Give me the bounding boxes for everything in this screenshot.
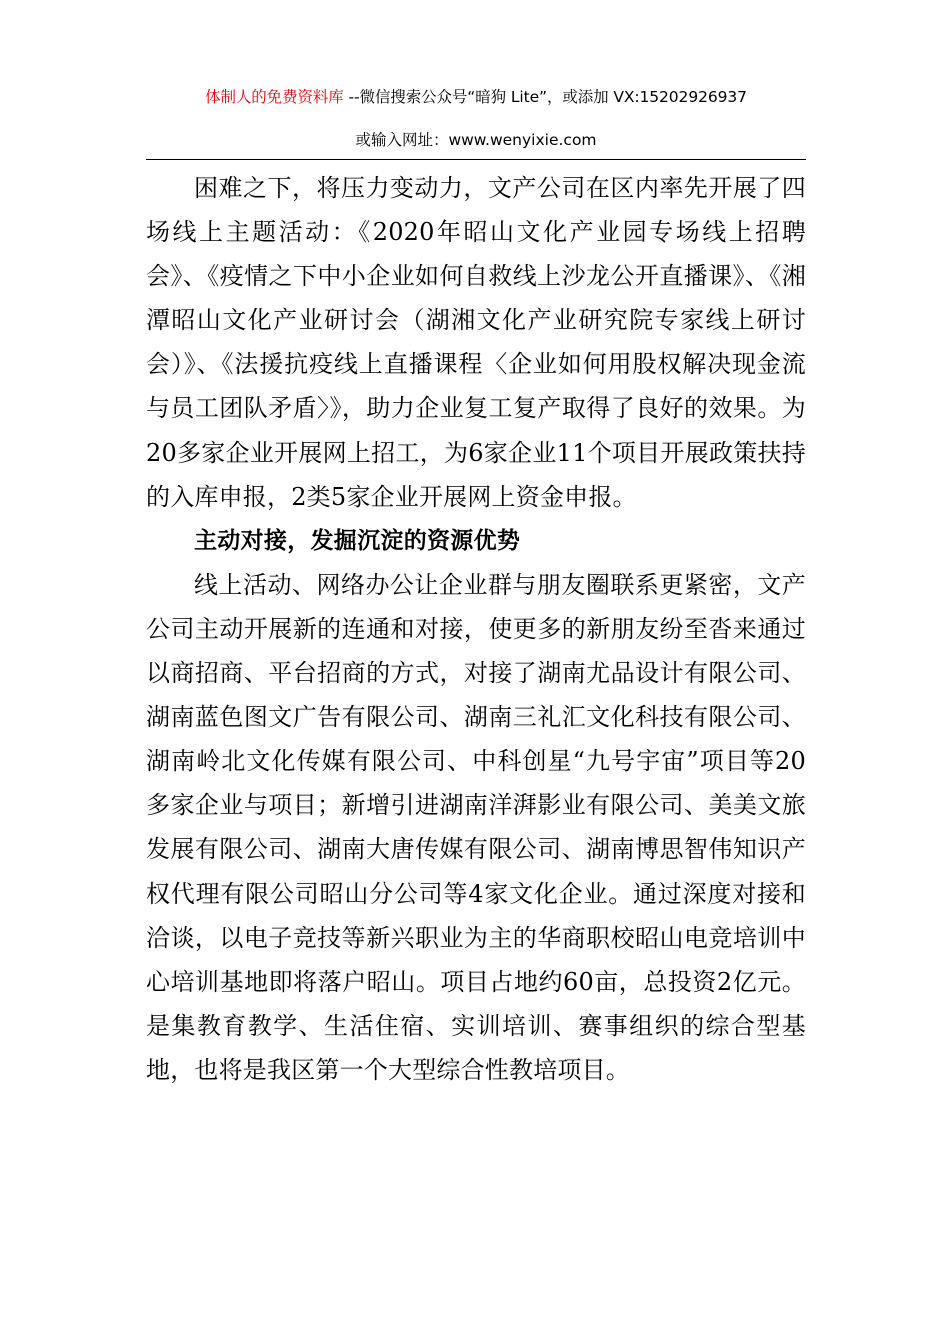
paragraph-1: 困难之下，将压力变动力，文产公司在区内率先开展了四场线上主题活动：《2020年昭山文化产业园专场线上招聘会》、《疫情之下中小企业如何自救线上沙龙公开直播课》、《湘潭昭山文化产业研讨会（湖湘文化产业研究院专家线上研讨会）》、《法援抗疫线上直播课程〈企业如何用股权解决现金流与员工团队矛盾〉》，助力企业复工复产取得了良好的效果。为20多家企业开展网上招工，为6家企业11个项目开展政策扶持的入库申报，2类5家企业开展网上资金申报。	[146, 174, 806, 511]
section-heading: 主动对接，发掘沉淀的资源优势	[194, 527, 521, 554]
header-promo: --微信搜索公众号“暗狗 Lite”，或添加 VX:15202926937	[343, 88, 747, 106]
paragraph-2: 线上活动、网络办公让企业群与朋友圈联系更紧密，文产公司主动开展新的连通和对接，使更多的新朋友纷至沓来通过以商招商、平台招商的方式，对接了湖南尤品设计有限公司、湖南蓝色图文广告有限公司、湖南三礼汇文化科技有限公司、湖南岭北文化传媒有限公司、中科创星“九号宇宙”项目等20多家企业与项目；新增引进湖南洋湃影业有限公司、美美文旅发展有限公司、湖南大唐传媒有限公司、湖南博思智伟知识产权代理有限公司昭山分公司等4家文化企业。通过深度对接和洽谈，以电子竞技等新兴职业为主的华商职校昭山电竞培训中心培训基地即将落户昭山。项目占地约60亩，总投资2亿元。是集教育教学、生活住宿、实训培训、赛事组织的综合型基地，也将是我区第一个大型综合性教培项目。	[146, 570, 806, 1084]
header-banner	[146, 86, 806, 108]
header-brand: 体制人的免费资料库	[205, 88, 344, 106]
header-site: 或输入网址：www.wenyixie.com	[355, 131, 597, 149]
header-divider	[146, 159, 806, 160]
document-body	[146, 166, 806, 1092]
